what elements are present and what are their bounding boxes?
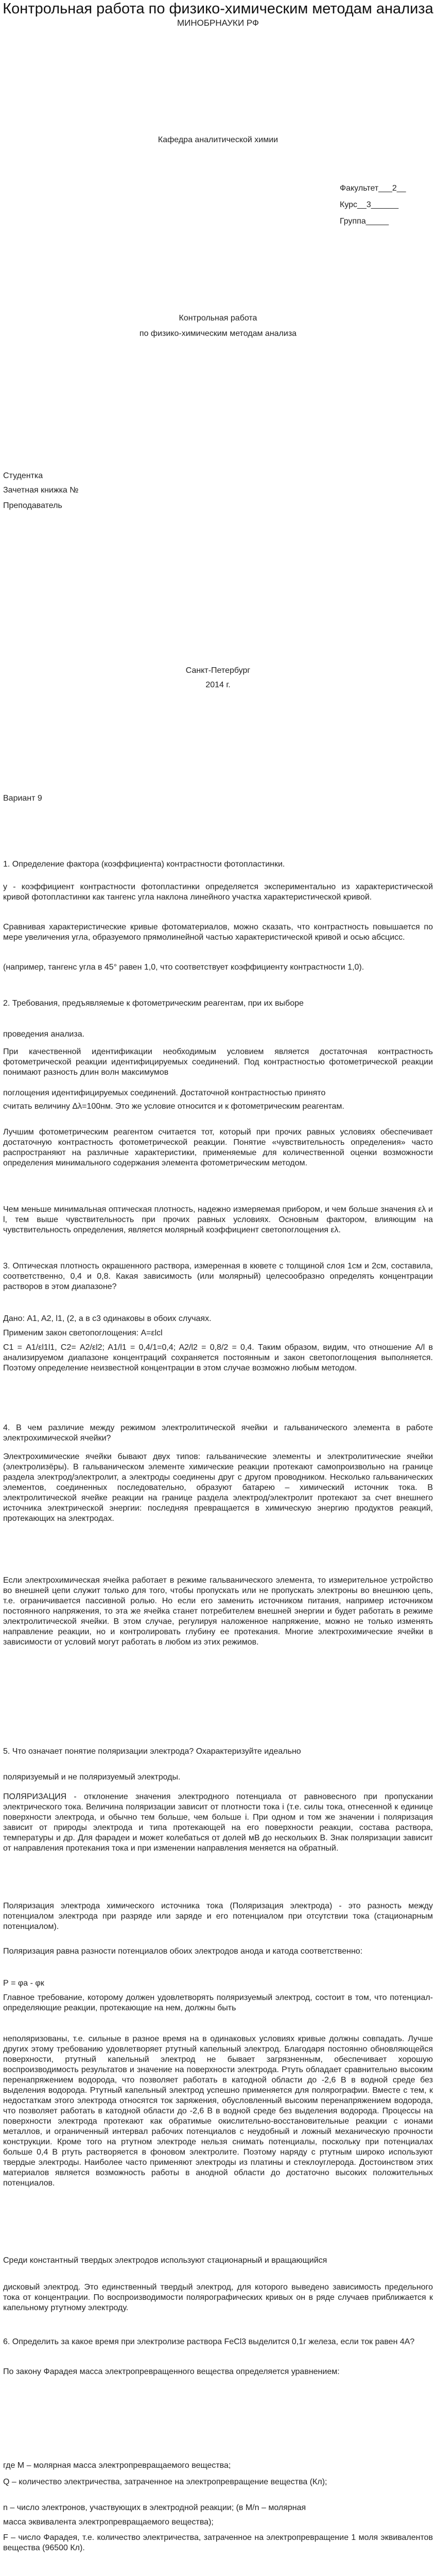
student-label: Студентка [3, 471, 43, 480]
paragraph: Если электрохимическая ячейка работает в режиме гальванического элемента, то измерительное устройство во внешней цепи служит только для того, чтобы пропускать или не пропускать электроны во внешнюю цепь, т.е. ограничивается пассивной ролью. Но если его заменить источником питания, например источником постоянного напряжения, то эта же ячейка станет потребителем внешней энергии и будет работать в режиме электролитической ячейки. В этом случае, регулируя наложенное напряжение, можно не только изменять направление реакции, но и контролировать глубину ее протекания. Многие электрохимические ячейки в зависимости от условий могут работать в любом из этих режимов. [3, 1576, 433, 1647]
city-label: Санкт-Петербург [185, 666, 251, 675]
paragraph: у - коэффициент контрастности фотопластинки определяется экспериментально из характеристической кривой фотопластинки как тангенс угла наклона линейного участка характеристической кривой. [3, 883, 433, 902]
paragraph: Главное требование, которому должен удовлетворять поляризуемый электрод, состоит в том, что потенциал-определяющие реакции, протекающие на нем, должны быть [3, 1993, 433, 2012]
paragraph: F – число Фарадея, т.е. количество электричества, затраченное на электропревращение 1 моля эквивалентов вещества (96500 Кл). [3, 2533, 433, 2552]
paragraph: Чем меньше минимальная оптическая плотность, надежно измеряемая прибором, и чем больше значения ελ и l, тем выше чувствительность при прочих равных условиях. Основным фактором, влияющим на чувствительность определения, является молярный коэффициент светопоглощения ελ. [3, 1205, 433, 1234]
paragraph: (например, тангенс угла в 45° равен 1,0, что соответствует коэффициенту контрастности 1,0). [3, 963, 364, 972]
paragraph: проведения анализа. [3, 1030, 85, 1039]
paragraph: n – число электронов, участвующих в электродной реакции; (в M/n – молярная [3, 2503, 306, 2512]
paragraph: масса эквивалента электропревращаемого вещества); [3, 2518, 214, 2527]
variant-label: Вариант 9 [3, 794, 42, 803]
paragraph: Поляризация равна разности потенциалов обоих электродов анода и катода соответственно: [3, 1947, 363, 1956]
paragraph: По закону Фарадея масса электропревращенного вещества определяется уравнением: [3, 2367, 340, 2376]
group-line: Группа_____ [340, 217, 389, 226]
department-label: Кафедра аналитической химии [158, 135, 278, 144]
faculty-line: Факультет___2__ [340, 184, 406, 193]
paragraph: 2. Требования, предъявляемые к фотометрическим реагентам, при их выборе [3, 999, 304, 1008]
paragraph: 4. В чем различие между режимом электролитической ячейки и гальванического элемента в работе электрохимической ячейки? [3, 1423, 433, 1443]
paragraph: ПОЛЯРИЗАЦИЯ - отклонение значения электродного потенциала от равновесного при пропускании электрического тока. Величина поляризации зависит от плотности тока i (т.е. силы тока, отнесенной к единице поверхности электрода, и обычно тем больше, чем больше i. При одном и том же значении i поляризация зависит от природы электрода и типа протекающей на его поверхности реакции, состава раствора, температуры и др. Для фарадеи и может колебаться от долей мВ до нескольких В. Знак поляризации зависит от направления протекания тока и при изменении направления меняется на обратный. [3, 1792, 433, 1853]
paragraph: 3. Оптическая плотность окрашенного раствора, измеренная в кювете с толщиной слоя 1см и 2см, составила, соответственно, 0,4 и 0,8. Какая зависимость (или молярный) целесообразно определять концентрации растворов в этом диапазоне? [3, 1262, 433, 1291]
ministry-label: МИНОБРНАУКИ РФ [177, 18, 259, 28]
paragraph: Сравнивая характеристические кривые фотоматериалов, можно сказать, что контрастность повышается по мере увеличения угла, образуемого прямолинейной частью характеристической кривой и осью абсцисс. [3, 923, 433, 942]
record-book-label: Зачетная книжка № [3, 486, 79, 495]
paragraph: 6. Определить за какое время при электролизе раствора FeCl3 выделится 0,1г железа, если ток равен 4А? [3, 2337, 415, 2346]
paragraph: 1. Определение фактора (коэффициента) контрастности фотопластинки. [3, 860, 285, 869]
paragraph: Лучшим фотометрическим реагентом считается тот, который при прочих равных условиях обеспечивает достаточную контрастность фотометрической реакции. Понятие «чувствительность определения» часто распространяют на различные характеристики, применяемые для количественной оценки возможности определения минимального содержания элемента фотометрическим методом. [3, 1128, 433, 1167]
paragraph: неполяризованы, т.е. сильные в разное время на в одинаковых условиях кривые должны совпадать. Лучше других этому требованию удовлетворяет ртутный капельный электрод. Благодаря постоянно обновляющейся поверхности, ртутный капельный электрод не бывает загрязненным, обеспечивает хорошую воспроизводимость результатов и значение на поверхности электрода. Ртуть обладает сравнительно высоким перенапряжением водорода, что позволяет работать в катодной области до -2,6 В в водной среде без выделения водорода. Ртутный капельный электрод успешно применяется для полярографии. Вместе с тем, к недостаткам этого электрода относятся ток заряжения, обусловленный высоким перенапряжением водорода, что позволяет работать в катодной области до -2,6 В в водной среде без выделения водорода. Процессы на поверхности электрода протекают как обратимые окислительно-восстановительные реакции с ионами металлов, и ограниченный интервал рабочих потенциалов с неудобный и ложный механическую прочности конструкции. Кроме того на ртутном электроде нельзя снимать потенциалы, поскольку при потенциалах больше 0,4 В ртуть растворяется в фоновом электролите. Поэтому наряду с ртутным широко используют твердые электроды. Наиболее часто применяют электроды из платины и стеклоуглерода. Достоинством этих материалов является возможность работы в анодной области до достаточно высоких положительных потенциалов. [3, 2035, 433, 2188]
paragraph: поляризуемый и не поляризуемый электроды. [3, 1773, 181, 1782]
teacher-label: Преподаватель [3, 501, 62, 510]
paragraph: 5. Что означает понятие поляризации электрода? Охарактеризуйте идеально [3, 1747, 301, 1756]
paragraph: Дано: A1, A2, l1, (2, а в с3 одинаковы в обоих случаях. [3, 1314, 212, 1323]
course-line: Курс__3______ [340, 200, 399, 209]
paragraph: С1 = A1/εl1l1, С2= A2/εl2; A1/l1 = 0,4/1=0,4; A2/l2 = 0,8/2 = 0,4. Таким образом, видим, что отношение A/l в анализируемом диапазоне концентраций сохраняется постоянным и закон светопоглощения выполняется. Поэтому определение неизвестной концентрации в этом случае возможно любым методом. [3, 1343, 433, 1372]
paragraph: Поляризация электрода химического источника тока (Поляризация электрода) - это разность между потенциалом электрода при разряде или заряде и его потенциалом при отсутствии тока (стационарным потенциалом). [3, 1902, 433, 1931]
paragraph: где M – молярная масса электропревращаемого вещества; [3, 2461, 231, 2470]
paragraph: считать величину Δλ=100нм. Это же условие относится и к фотометрическим реагентам. [3, 1102, 344, 1111]
paragraph: Q – количество электричества, затраченное на электропревращение вещества (Кл); [3, 2478, 327, 2486]
paragraph: Применим закон светопоглощения: A=εlcl [3, 1329, 163, 1337]
document-title: Контрольная работа по физико-химическим методам анализа [3, 1, 433, 17]
work-subtitle: по физико-химическим методам анализа [139, 329, 297, 338]
year-label: 2014 г. [205, 681, 231, 689]
paragraph: Р = φа - φк [3, 1979, 44, 1988]
paragraph: При качественной идентификации необходимым условием является достаточная контрастность фотометрической реакции идентифицируемых соединений. Под контрастностью фотометрической реакции понимают разность длин волн максимумов [3, 1047, 433, 1077]
work-title: Контрольная работа [179, 314, 257, 323]
paragraph: Электрохимические ячейки бывают двух типов: гальванические элементы и электролитические ячейки (электролизёры). В гальваническом элементе химические реакции протекают самопроизвольно на границе раздела электрод/электролит, а электроды соединены друг с другом проводником. Несколько гальванических элементов, соединенных последовательно, образуют батарею – химический источник тока. В электролитической ячейке реакции на границе раздела электрод/электролит протекают за счет внешнего источника электрической энергии: последняя превращается в химическую энергию продуктов реакций, протекающих на электродах. [3, 1452, 433, 1523]
paragraph: поглощения идентифицируемых соединений. Достаточной контрастностью принято [3, 1089, 326, 1097]
paragraph: дисковый электрод. Это единственный твердый электрод, для которого выведено зависимость предельного тока от концентрации. По воспроизводимости полярографических кривых он в ряде случаев приближается к капельному ртутному электроду. [3, 2283, 433, 2312]
paragraph: Среди константный твердых электродов используют стационарный и вращающийся [3, 2256, 327, 2265]
